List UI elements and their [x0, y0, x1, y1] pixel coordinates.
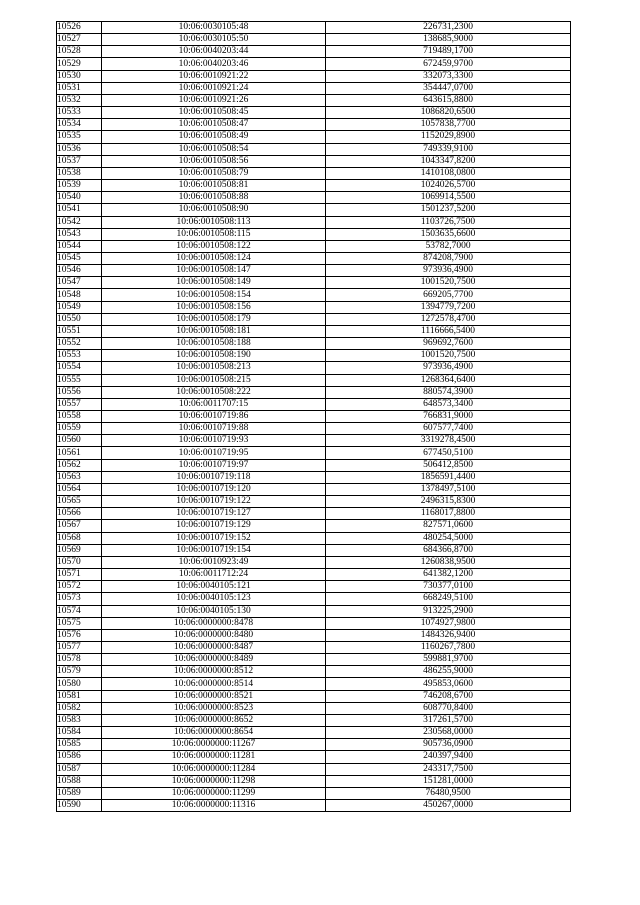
row-number-cell: 10541: [57, 204, 102, 216]
table-row: [57, 411, 571, 423]
table-row: [57, 447, 571, 459]
row-number-cell: 10571: [57, 569, 102, 581]
row-number-cell: 10554: [57, 362, 102, 374]
table-row: [57, 508, 571, 520]
row-number-cell: 10588: [57, 775, 102, 787]
row-number-cell: 10568: [57, 532, 102, 544]
cadastral-number-cell: 10:06:0000000:11281: [102, 751, 326, 763]
value-cell: 1116666,5400: [326, 325, 571, 337]
cadastral-number-cell: 10:06:0010508:47: [102, 119, 326, 131]
value-cell: 1272578,4700: [326, 313, 571, 325]
table-row: [57, 58, 571, 70]
value-cell: 506412,8500: [326, 459, 571, 471]
value-cell: 332073,3300: [326, 70, 571, 82]
value-cell: 608770,8400: [326, 702, 571, 714]
table-row: [57, 751, 571, 763]
row-number-cell: 10552: [57, 338, 102, 350]
cadastral-number-cell: 10:06:0000000:11316: [102, 800, 326, 812]
row-number-cell: 10534: [57, 119, 102, 131]
table-row: [57, 143, 571, 155]
value-cell: 1484326,9400: [326, 629, 571, 641]
table-body: [57, 22, 571, 812]
row-number-cell: 10529: [57, 58, 102, 70]
value-cell: 641382,1200: [326, 569, 571, 581]
table-row: [57, 629, 571, 641]
cadastral-number-cell: 10:06:0000000:8478: [102, 617, 326, 629]
value-cell: 1057838,7700: [326, 119, 571, 131]
table-row: [57, 313, 571, 325]
cadastral-number-cell: 10:06:0000000:8489: [102, 654, 326, 666]
row-number-cell: 10556: [57, 386, 102, 398]
value-cell: 240397,9400: [326, 751, 571, 763]
row-number-cell: 10540: [57, 192, 102, 204]
cadastral-number-cell: 10:06:0000000:11284: [102, 763, 326, 775]
cadastral-number-cell: 10:06:0000000:8487: [102, 641, 326, 653]
row-number-cell: 10539: [57, 180, 102, 192]
row-number-cell: 10567: [57, 520, 102, 532]
table-row: [57, 690, 571, 702]
table-row: [57, 131, 571, 143]
row-number-cell: 10538: [57, 167, 102, 179]
value-cell: 973936,4900: [326, 362, 571, 374]
cadastral-number-cell: 10:06:0010719:154: [102, 544, 326, 556]
row-number-cell: 10578: [57, 654, 102, 666]
table-row: [57, 82, 571, 94]
value-cell: 669205,7700: [326, 289, 571, 301]
value-cell: 913225,2900: [326, 605, 571, 617]
value-cell: 480254,5000: [326, 532, 571, 544]
row-number-cell: 10569: [57, 544, 102, 556]
table-row: [57, 641, 571, 653]
row-number-cell: 10528: [57, 46, 102, 58]
row-number-cell: 10574: [57, 605, 102, 617]
table-row: [57, 617, 571, 629]
row-number-cell: 10563: [57, 471, 102, 483]
table-row: [57, 471, 571, 483]
row-number-cell: 10542: [57, 216, 102, 228]
table-row: [57, 678, 571, 690]
row-number-cell: 10559: [57, 423, 102, 435]
row-number-cell: 10548: [57, 289, 102, 301]
table-row: [57, 544, 571, 556]
table-row: [57, 107, 571, 119]
table-row: [57, 775, 571, 787]
value-cell: 317261,5700: [326, 714, 571, 726]
table-row: [57, 192, 571, 204]
value-cell: 749339,9100: [326, 143, 571, 155]
cadastral-number-cell: 10:06:0010508:179: [102, 313, 326, 325]
cadastral-number-cell: 10:06:0010719:129: [102, 520, 326, 532]
table-row: [57, 338, 571, 350]
value-cell: 1074927,9800: [326, 617, 571, 629]
row-number-cell: 10550: [57, 313, 102, 325]
table-row: [57, 34, 571, 46]
row-number-cell: 10562: [57, 459, 102, 471]
table-row: [57, 496, 571, 508]
table-row: [57, 265, 571, 277]
row-number-cell: 10582: [57, 702, 102, 714]
row-number-cell: 10586: [57, 751, 102, 763]
value-cell: 76480,9500: [326, 787, 571, 799]
cadastral-number-cell: 10:06:0010508:190: [102, 350, 326, 362]
cadastral-number-cell: 10:06:0000000:8480: [102, 629, 326, 641]
row-number-cell: 10577: [57, 641, 102, 653]
cadastral-number-cell: 10:06:0000000:11298: [102, 775, 326, 787]
value-cell: 969692,7600: [326, 338, 571, 350]
cadastral-number-cell: 10:06:0010508:188: [102, 338, 326, 350]
value-cell: 1152029,8900: [326, 131, 571, 143]
value-cell: 1069914,5500: [326, 192, 571, 204]
row-number-cell: 10580: [57, 678, 102, 690]
value-cell: 719489,1700: [326, 46, 571, 58]
value-cell: 354447,0700: [326, 82, 571, 94]
cadastral-number-cell: 10:06:0010719:118: [102, 471, 326, 483]
value-cell: 1503635,6600: [326, 228, 571, 240]
cadastral-number-cell: 10:06:0010508:147: [102, 265, 326, 277]
value-cell: 3319278,4500: [326, 435, 571, 447]
row-number-cell: 10527: [57, 34, 102, 46]
cadastral-number-cell: 10:06:0040203:44: [102, 46, 326, 58]
row-number-cell: 10584: [57, 727, 102, 739]
table-row: [57, 325, 571, 337]
table-row: [57, 739, 571, 751]
table-row: [57, 277, 571, 289]
cadastral-number-cell: 10:06:0010508:213: [102, 362, 326, 374]
cadastral-number-cell: 10:06:0010719:120: [102, 483, 326, 495]
value-cell: 827571,0600: [326, 520, 571, 532]
value-cell: 226731,2300: [326, 22, 571, 34]
cadastral-number-cell: 10:06:0030105:48: [102, 22, 326, 34]
table-row: [57, 374, 571, 386]
row-number-cell: 10565: [57, 496, 102, 508]
table-row: [57, 569, 571, 581]
cadastral-number-cell: 10:06:0010923:49: [102, 556, 326, 568]
value-cell: 138685,9000: [326, 34, 571, 46]
value-cell: 1024026,5700: [326, 180, 571, 192]
value-cell: 1268364,6400: [326, 374, 571, 386]
row-number-cell: 10544: [57, 240, 102, 252]
cadastral-number-cell: 10:06:0010508:79: [102, 167, 326, 179]
value-cell: 1001520,7500: [326, 350, 571, 362]
cadastral-number-cell: 10:06:0000000:8514: [102, 678, 326, 690]
row-number-cell: 10532: [57, 94, 102, 106]
cadastral-number-cell: 10:06:0010508:56: [102, 155, 326, 167]
cadastral-number-cell: 10:06:0010719:152: [102, 532, 326, 544]
row-number-cell: 10555: [57, 374, 102, 386]
table-row: [57, 119, 571, 131]
cadastral-number-cell: 10:06:0010508:215: [102, 374, 326, 386]
cadastral-number-cell: 10:06:0011712:24: [102, 569, 326, 581]
table-row: [57, 289, 571, 301]
cadastral-number-cell: 10:06:0010508:149: [102, 277, 326, 289]
row-number-cell: 10533: [57, 107, 102, 119]
table-row: [57, 593, 571, 605]
table-row: [57, 167, 571, 179]
cadastral-number-cell: 10:06:0010508:154: [102, 289, 326, 301]
table-row: [57, 240, 571, 252]
cadastral-value-table: [56, 21, 571, 812]
table-row: [57, 727, 571, 739]
cadastral-number-cell: 10:06:0010719:93: [102, 435, 326, 447]
value-cell: 599881,9700: [326, 654, 571, 666]
value-cell: 495853,0600: [326, 678, 571, 690]
value-cell: 1378497,5100: [326, 483, 571, 495]
table-row: [57, 800, 571, 812]
cadastral-number-cell: 10:06:0010508:124: [102, 252, 326, 264]
cadastral-number-cell: 10:06:0010508:115: [102, 228, 326, 240]
cadastral-number-cell: 10:06:0010508:181: [102, 325, 326, 337]
row-number-cell: 10543: [57, 228, 102, 240]
row-number-cell: 10536: [57, 143, 102, 155]
cadastral-number-cell: 10:06:0010508:90: [102, 204, 326, 216]
value-cell: 973936,4900: [326, 265, 571, 277]
table-row: [57, 350, 571, 362]
table-row: [57, 252, 571, 264]
value-cell: 450267,0000: [326, 800, 571, 812]
row-number-cell: 10558: [57, 411, 102, 423]
value-cell: 243317,7500: [326, 763, 571, 775]
table-row: [57, 532, 571, 544]
value-cell: 53782,7000: [326, 240, 571, 252]
cadastral-number-cell: 10:06:0000000:8512: [102, 666, 326, 678]
cadastral-number-cell: 10:06:0000000:8654: [102, 727, 326, 739]
table-row: [57, 22, 571, 34]
cadastral-number-cell: 10:06:0010719:86: [102, 411, 326, 423]
cadastral-number-cell: 10:06:0010921:24: [102, 82, 326, 94]
row-number-cell: 10581: [57, 690, 102, 702]
cadastral-number-cell: 10:06:0010508:88: [102, 192, 326, 204]
cadastral-number-cell: 10:06:0010719:95: [102, 447, 326, 459]
cadastral-number-cell: 10:06:0010508:81: [102, 180, 326, 192]
table-row: [57, 423, 571, 435]
cadastral-number-cell: 10:06:0000000:11267: [102, 739, 326, 751]
cadastral-number-cell: 10:06:0010921:26: [102, 94, 326, 106]
value-cell: 1168017,8800: [326, 508, 571, 520]
cadastral-number-cell: 10:06:0040105:123: [102, 593, 326, 605]
cadastral-number-cell: 10:06:0010719:88: [102, 423, 326, 435]
table-row: [57, 787, 571, 799]
value-cell: 766831,9000: [326, 411, 571, 423]
value-cell: 607577,7400: [326, 423, 571, 435]
value-cell: 1410108,0800: [326, 167, 571, 179]
row-number-cell: 10545: [57, 252, 102, 264]
table-row: [57, 435, 571, 447]
value-cell: 730377,0100: [326, 581, 571, 593]
row-number-cell: 10575: [57, 617, 102, 629]
table-row: [57, 556, 571, 568]
value-cell: 1856591,4400: [326, 471, 571, 483]
row-number-cell: 10549: [57, 301, 102, 313]
row-number-cell: 10551: [57, 325, 102, 337]
table-row: [57, 70, 571, 82]
table-row: [57, 204, 571, 216]
cadastral-number-cell: 10:06:0000000:11299: [102, 787, 326, 799]
table-row: [57, 301, 571, 313]
row-number-cell: 10537: [57, 155, 102, 167]
cadastral-number-cell: 10:06:0010508:122: [102, 240, 326, 252]
value-cell: 668249,5100: [326, 593, 571, 605]
row-number-cell: 10587: [57, 763, 102, 775]
table-row: [57, 483, 571, 495]
table-row: [57, 520, 571, 532]
cadastral-number-cell: 10:06:0010508:113: [102, 216, 326, 228]
row-number-cell: 10570: [57, 556, 102, 568]
cadastral-number-cell: 10:06:0010508:49: [102, 131, 326, 143]
cadastral-number-cell: 10:06:0030105:50: [102, 34, 326, 46]
table-row: [57, 654, 571, 666]
value-cell: 1160267,7800: [326, 641, 571, 653]
value-cell: 905736,0900: [326, 739, 571, 751]
row-number-cell: 10553: [57, 350, 102, 362]
row-number-cell: 10573: [57, 593, 102, 605]
row-number-cell: 10531: [57, 82, 102, 94]
table-row: [57, 714, 571, 726]
value-cell: 684366,8700: [326, 544, 571, 556]
table-row: [57, 605, 571, 617]
table-row: [57, 386, 571, 398]
row-number-cell: 10585: [57, 739, 102, 751]
cadastral-number-cell: 10:06:0010719:127: [102, 508, 326, 520]
row-number-cell: 10557: [57, 398, 102, 410]
value-cell: 880574,3900: [326, 386, 571, 398]
value-cell: 648573,3400: [326, 398, 571, 410]
value-cell: 874208,7900: [326, 252, 571, 264]
row-number-cell: 10535: [57, 131, 102, 143]
row-number-cell: 10564: [57, 483, 102, 495]
table-row: [57, 459, 571, 471]
row-number-cell: 10576: [57, 629, 102, 641]
value-cell: 677450,5100: [326, 447, 571, 459]
row-number-cell: 10566: [57, 508, 102, 520]
value-cell: 486255,9000: [326, 666, 571, 678]
table-row: [57, 398, 571, 410]
value-cell: 1394779,7200: [326, 301, 571, 313]
cadastral-number-cell: 10:06:0010508:54: [102, 143, 326, 155]
table-row: [57, 46, 571, 58]
value-cell: 1501237,5200: [326, 204, 571, 216]
row-number-cell: 10546: [57, 265, 102, 277]
cadastral-number-cell: 10:06:0010719:97: [102, 459, 326, 471]
table-row: [57, 216, 571, 228]
row-number-cell: 10526: [57, 22, 102, 34]
value-cell: 1260838,9500: [326, 556, 571, 568]
table-row: [57, 763, 571, 775]
value-cell: 151281,0000: [326, 775, 571, 787]
row-number-cell: 10572: [57, 581, 102, 593]
row-number-cell: 10560: [57, 435, 102, 447]
table-row: [57, 228, 571, 240]
value-cell: 2496315,8300: [326, 496, 571, 508]
value-cell: 746208,6700: [326, 690, 571, 702]
table-row: [57, 155, 571, 167]
value-cell: 1001520,7500: [326, 277, 571, 289]
row-number-cell: 10530: [57, 70, 102, 82]
table-row: [57, 702, 571, 714]
cadastral-number-cell: 10:06:0010508:45: [102, 107, 326, 119]
cadastral-number-cell: 10:06:0010719:122: [102, 496, 326, 508]
value-cell: 1103726,7500: [326, 216, 571, 228]
table-row: [57, 94, 571, 106]
cadastral-number-cell: 10:06:0000000:8521: [102, 690, 326, 702]
row-number-cell: 10590: [57, 800, 102, 812]
row-number-cell: 10561: [57, 447, 102, 459]
cadastral-number-cell: 10:06:0040105:130: [102, 605, 326, 617]
cadastral-number-cell: 10:06:0000000:8523: [102, 702, 326, 714]
cadastral-number-cell: 10:06:0010508:156: [102, 301, 326, 313]
table-row: [57, 666, 571, 678]
row-number-cell: 10547: [57, 277, 102, 289]
value-cell: 672459,9700: [326, 58, 571, 70]
table-row: [57, 362, 571, 374]
cadastral-number-cell: 10:06:0010508:222: [102, 386, 326, 398]
value-cell: 1043347,8200: [326, 155, 571, 167]
row-number-cell: 10583: [57, 714, 102, 726]
table-row: [57, 180, 571, 192]
row-number-cell: 10589: [57, 787, 102, 799]
cadastral-number-cell: 10:06:0010921:22: [102, 70, 326, 82]
cadastral-number-cell: 10:06:0000000:8652: [102, 714, 326, 726]
table-row: [57, 581, 571, 593]
row-number-cell: 10579: [57, 666, 102, 678]
value-cell: 230568,0000: [326, 727, 571, 739]
value-cell: 1086820,6500: [326, 107, 571, 119]
cadastral-number-cell: 10:06:0040203:46: [102, 58, 326, 70]
cadastral-number-cell: 10:06:0011707:15: [102, 398, 326, 410]
value-cell: 643615,8800: [326, 94, 571, 106]
cadastral-number-cell: 10:06:0040105:121: [102, 581, 326, 593]
